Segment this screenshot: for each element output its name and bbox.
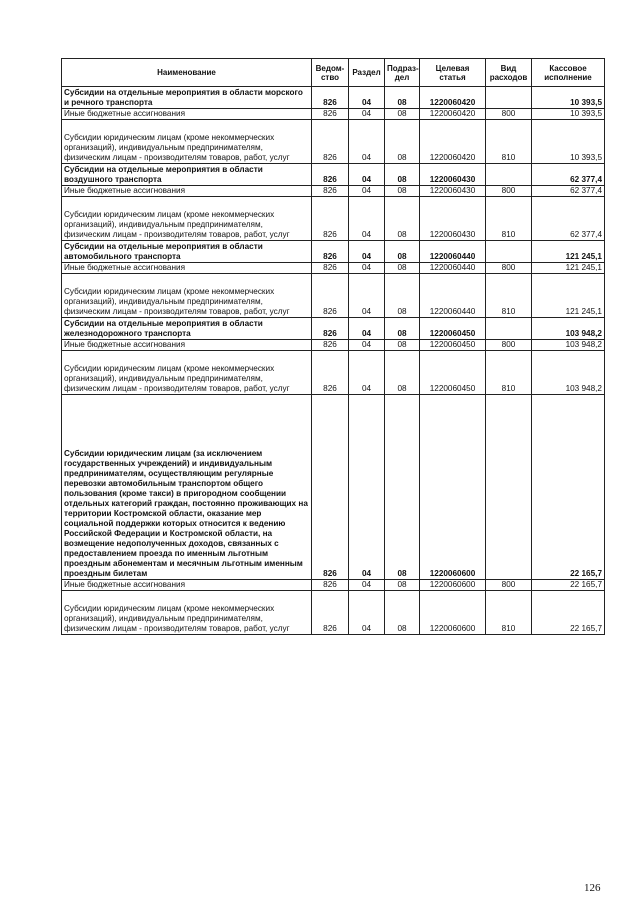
cell-section: 04	[349, 164, 385, 186]
table-row	[62, 340, 605, 351]
cell-kind	[486, 87, 532, 109]
cell-section: 04	[349, 351, 385, 395]
cell-subsection: 08	[385, 109, 420, 120]
cell-dept: 826	[312, 318, 349, 340]
cell-target: 1220060450	[420, 340, 486, 351]
cell-section: 04	[349, 591, 385, 635]
table-row	[62, 120, 605, 164]
budget-execution-table	[61, 58, 605, 635]
cell-name: Субсидии на отдельные мероприятия в области морского и речного транспорта	[62, 87, 312, 109]
cell-section: 04	[349, 241, 385, 263]
header-subsection: Подраз- дел	[385, 59, 420, 87]
cell-subsection: 08	[385, 263, 420, 274]
cell-dept: 826	[312, 120, 349, 164]
cell-dept: 826	[312, 87, 349, 109]
table-row	[62, 591, 605, 635]
cell-subsection: 08	[385, 87, 420, 109]
cell-name: Иные бюджетные ассигнования	[62, 580, 312, 591]
cell-amount: 62 377,4	[532, 186, 605, 197]
table-row	[62, 263, 605, 274]
cell-kind: 810	[486, 274, 532, 318]
cell-target: 1220060440	[420, 263, 486, 274]
cell-amount: 10 393,5	[532, 109, 605, 120]
cell-amount: 22 165,7	[532, 395, 605, 580]
cell-section: 04	[349, 186, 385, 197]
cell-kind: 800	[486, 263, 532, 274]
cell-subsection: 08	[385, 241, 420, 263]
cell-section: 04	[349, 120, 385, 164]
cell-dept: 826	[312, 164, 349, 186]
table-row	[62, 186, 605, 197]
cell-section: 04	[349, 109, 385, 120]
cell-name: Иные бюджетные ассигнования	[62, 109, 312, 120]
cell-section: 04	[349, 580, 385, 591]
cell-kind: 810	[486, 351, 532, 395]
header-name: Наименование	[62, 59, 312, 87]
cell-amount: 103 948,2	[532, 351, 605, 395]
cell-dept: 826	[312, 241, 349, 263]
cell-section: 04	[349, 318, 385, 340]
cell-amount: 10 393,5	[532, 87, 605, 109]
table-row	[62, 580, 605, 591]
cell-subsection: 08	[385, 197, 420, 241]
cell-subsection: 08	[385, 591, 420, 635]
cell-dept: 826	[312, 351, 349, 395]
cell-name: Иные бюджетные ассигнования	[62, 186, 312, 197]
cell-kind	[486, 318, 532, 340]
table-row	[62, 197, 605, 241]
page-number: 126	[584, 882, 601, 894]
cell-target: 1220060420	[420, 87, 486, 109]
cell-amount: 103 948,2	[532, 340, 605, 351]
cell-name: Иные бюджетные ассигнования	[62, 340, 312, 351]
cell-subsection: 08	[385, 351, 420, 395]
cell-kind: 800	[486, 109, 532, 120]
cell-dept: 826	[312, 109, 349, 120]
cell-name: Субсидии юридическим лицам (кроме некоммерческих организаций), индивидуальным предпринимателям, физическим лицам - производителям товаров, работ, услуг	[62, 591, 312, 635]
cell-amount: 121 245,1	[532, 241, 605, 263]
cell-kind: 800	[486, 186, 532, 197]
cell-section: 04	[349, 395, 385, 580]
cell-dept: 826	[312, 580, 349, 591]
cell-amount: 22 165,7	[532, 591, 605, 635]
cell-name: Субсидии на отдельные мероприятия в области воздушного транспорта	[62, 164, 312, 186]
cell-name: Субсидии юридическим лицам (за исключением государственных учреждений) и индивидуальным предпринимателям, осуществляющим регулярные перевозки автомобильным транспортом общего пользования (кроме такси) в пригородном сообщении отдельных категорий граждан, постоянно проживающих на территории Костромской области, оказание мер социальной поддержки которых относится к ведению Российской Федерации и Костромской области, на возмещение недополученных доходов, связанных с предоставлением проезда по именным льготным проездным абонементам и месячным льготным именным проездным билетам	[62, 395, 312, 580]
table-row	[62, 395, 605, 580]
cell-name: Субсидии на отдельные мероприятия в области автомобильного транспорта	[62, 241, 312, 263]
cell-name: Иные бюджетные ассигнования	[62, 263, 312, 274]
cell-subsection: 08	[385, 580, 420, 591]
cell-section: 04	[349, 340, 385, 351]
cell-kind	[486, 241, 532, 263]
cell-target: 1220060430	[420, 186, 486, 197]
cell-section: 04	[349, 197, 385, 241]
cell-subsection: 08	[385, 318, 420, 340]
cell-section: 04	[349, 274, 385, 318]
cell-dept: 826	[312, 274, 349, 318]
cell-dept: 826	[312, 263, 349, 274]
cell-dept: 826	[312, 186, 349, 197]
table-row	[62, 351, 605, 395]
cell-kind: 810	[486, 591, 532, 635]
cell-dept: 826	[312, 395, 349, 580]
cell-name: Субсидии на отдельные мероприятия в области железнодорожного транспорта	[62, 318, 312, 340]
cell-dept: 826	[312, 197, 349, 241]
cell-dept: 826	[312, 340, 349, 351]
cell-amount: 121 245,1	[532, 274, 605, 318]
cell-amount: 62 377,4	[532, 164, 605, 186]
cell-target: 1220060440	[420, 241, 486, 263]
header-kind: Вид расходов	[486, 59, 532, 87]
cell-name: Субсидии юридическим лицам (кроме некоммерческих организаций), индивидуальным предпринимателям, физическим лицам - производителям товаров, работ, услуг	[62, 120, 312, 164]
table-row	[62, 241, 605, 263]
cell-amount: 10 393,5	[532, 120, 605, 164]
cell-target: 1220060600	[420, 395, 486, 580]
cell-target: 1220060600	[420, 580, 486, 591]
table-row	[62, 87, 605, 109]
cell-dept: 826	[312, 591, 349, 635]
cell-target: 1220060450	[420, 318, 486, 340]
cell-subsection: 08	[385, 274, 420, 318]
cell-kind: 810	[486, 120, 532, 164]
header-target: Целевая статья	[420, 59, 486, 87]
header-section: Раздел	[349, 59, 385, 87]
cell-target: 1220060430	[420, 164, 486, 186]
cell-section: 04	[349, 87, 385, 109]
cell-target: 1220060440	[420, 274, 486, 318]
cell-amount: 62 377,4	[532, 197, 605, 241]
cell-kind: 810	[486, 197, 532, 241]
table-row	[62, 318, 605, 340]
cell-kind: 800	[486, 340, 532, 351]
cell-subsection: 08	[385, 340, 420, 351]
cell-section: 04	[349, 263, 385, 274]
cell-target: 1220060420	[420, 120, 486, 164]
table-row	[62, 274, 605, 318]
cell-name: Субсидии юридическим лицам (кроме некоммерческих организаций), индивидуальным предпринимателям, физическим лицам - производителям товаров, работ, услуг	[62, 197, 312, 241]
cell-name: Субсидии юридическим лицам (кроме некоммерческих организаций), индивидуальным предпринимателям, физическим лицам - производителям товаров, работ, услуг	[62, 274, 312, 318]
cell-subsection: 08	[385, 186, 420, 197]
cell-kind: 800	[486, 580, 532, 591]
cell-name: Субсидии юридическим лицам (кроме некоммерческих организаций), индивидуальным предпринимателям, физическим лицам - производителям товаров, работ, услуг	[62, 351, 312, 395]
table-row	[62, 109, 605, 120]
cell-subsection: 08	[385, 164, 420, 186]
header-amount: Кассовое исполнение	[532, 59, 605, 87]
cell-subsection: 08	[385, 395, 420, 580]
table-row	[62, 164, 605, 186]
cell-target: 1220060600	[420, 591, 486, 635]
cell-target: 1220060450	[420, 351, 486, 395]
cell-target: 1220060430	[420, 197, 486, 241]
cell-amount: 22 165,7	[532, 580, 605, 591]
header-dept: Ведом- ство	[312, 59, 349, 87]
cell-target: 1220060420	[420, 109, 486, 120]
table-header-row	[62, 59, 605, 87]
cell-kind	[486, 164, 532, 186]
cell-amount: 121 245,1	[532, 263, 605, 274]
cell-subsection: 08	[385, 120, 420, 164]
cell-kind	[486, 395, 532, 580]
cell-amount: 103 948,2	[532, 318, 605, 340]
